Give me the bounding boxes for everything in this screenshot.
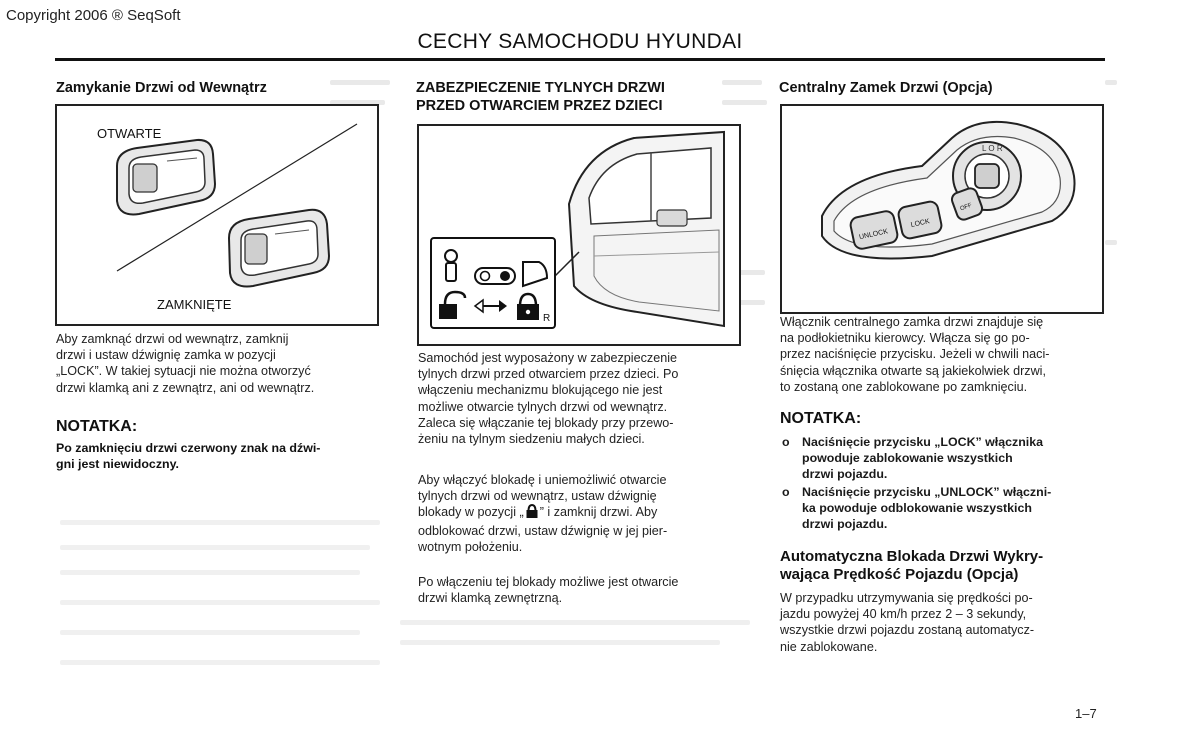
heading-line: ZABEZPIECZENIE TYLNYCH DRZWI (416, 80, 665, 96)
header-rule (55, 58, 1105, 61)
heading-line: wająca Prędkość Pojazdu (Opcja) (780, 566, 1019, 583)
child-lock-inset (431, 238, 555, 328)
text-line: włączeniu mechanizmu blokującego nie jest (418, 383, 663, 398)
lock-switch-icon (475, 268, 515, 284)
text-line: Samochód jest wyposażony w zabezpieczenie (418, 351, 678, 365)
label-r: R (543, 313, 551, 324)
paragraph-central-lock (780, 314, 1100, 395)
text-line: wszystkie drzwi pojazdu zostaną automatycz- (780, 623, 1035, 638)
text-line: gni jest niewidoczny. (56, 457, 180, 471)
text-line: Zaleca się włączanie tej blokady przy przewo- (418, 415, 674, 430)
copyright-notice: Copyright 2006 ® SeqSoft (6, 7, 181, 24)
list-item (780, 484, 1100, 532)
paragraph-auto-lock (780, 590, 1100, 655)
section-heading-central-lock: Centralny Zamek Drzwi (Opcja) (779, 80, 993, 96)
text-fragment: blokady w pozycji „ (418, 505, 524, 520)
text-line (418, 504, 736, 522)
note-title: NOTATKA: (780, 410, 862, 427)
text-line: jazdu powyżej 40 km/h przez 2 – 3 sekundy, (780, 607, 1027, 622)
text-fragment: ” i zamknij drzwi. Aby (539, 505, 658, 520)
note-title: NOTATKA: (56, 418, 138, 435)
section-heading-inside-locking: Zamykanie Drzwi od Wewnątrz (56, 80, 267, 96)
figure-child-safety-lock (417, 124, 741, 346)
paragraph-inside-locking (56, 331, 374, 396)
text-line: Włącznik centralnego zamka drzwi znajduje się (780, 315, 1044, 329)
text-line: ka powoduje odblokowanie wszystkich (802, 501, 1032, 515)
window-lock-button-label: OFF (959, 202, 973, 213)
text-line: tylnych drzwi od wewnątrz, ustaw dźwignię (418, 489, 657, 504)
text-line: powoduje zablokowanie wszystkich (802, 451, 1013, 465)
note-text (56, 440, 374, 472)
section-heading-child-lock (416, 79, 665, 115)
text-line: odblokować drzwi, ustaw dźwignię w jej pier- (418, 523, 668, 538)
text-line: „LOCK”. W takiej sytuacji nie można otworzyć (56, 364, 311, 379)
text-line: drzwi pojazdu. (802, 517, 888, 531)
heading-line: PRZED OTWARCIEM PRZEZ DZIECI (416, 98, 663, 114)
inline-lock-icon (526, 504, 538, 522)
bullet-marker: o (782, 485, 790, 499)
lock-button[interactable] (897, 200, 943, 240)
text-line: W przypadku utrzymywania się prędkości po- (780, 591, 1033, 605)
paragraph-child-lock-note (418, 574, 736, 606)
text-line: na podłokietniku kierowcy. Włącza się go po- (780, 331, 1030, 346)
bullet-marker: o (782, 435, 790, 449)
page-title: CECHY SAMOCHODU HYUNDAI (417, 30, 743, 53)
subheading-auto-lock (780, 548, 1043, 584)
text-line: nie zablokowane. (780, 639, 878, 654)
heading-line: Automatyczna Blokada Drzwi Wykry- (780, 548, 1044, 565)
text-line: przez naciśnięcie przycisku. Jeżeli w chwili naci- (780, 347, 1050, 362)
lock-button-label: LOCK (910, 218, 931, 229)
svg-text:L O R: L O R (982, 144, 1003, 153)
rear-door-illustration (569, 132, 724, 326)
label-locked: ZAMKNIĘTE (157, 297, 232, 312)
page-number: 1–7 (1075, 706, 1097, 721)
text-line: Po włączeniu tej blokady możliwe jest otwarcie (418, 575, 679, 589)
text-line: drzwi pojazdu. (802, 467, 888, 481)
text-line: wotnym położeniu. (418, 539, 523, 554)
figure-door-handle-lock (55, 104, 379, 326)
text-line: Po zamknięciu drzwi czerwony znak na dźwi- (56, 441, 321, 455)
label-open: OTWARTE (97, 126, 162, 141)
text-line: Aby zamknąć drzwi od wewnątrz, zamknij (56, 332, 289, 346)
figure-central-lock-switch (780, 104, 1104, 314)
text-line: drzwi i ustaw dźwignię zamka w pozycji (56, 348, 276, 363)
unlock-button-label: UNLOCK (858, 228, 889, 242)
paragraph-child-lock-intro (418, 350, 736, 447)
text-line: Aby włączyć blokadę i uniemożliwić otwarcie (418, 473, 667, 487)
text-line: możliwe otwarcie tylnych drzwi od wewnątrz. (418, 399, 668, 414)
note-bullet-list (780, 434, 1100, 534)
text-line: Naciśnięcie przycisku „LOCK” włącznika (802, 435, 1044, 449)
text-line: drzwi klamką zewnętrzną. (418, 591, 563, 606)
door-handle-open-icon (117, 140, 215, 215)
text-line: śnięcia włącznika otwarte są jakiekolwiek drzwi, (780, 363, 1046, 378)
text-line: to zostaną one zablokowane po zamknięciu. (780, 379, 1028, 394)
door-handle-locked-icon (229, 210, 329, 287)
paragraph-child-lock-howto (418, 472, 736, 555)
text-line: żeniu na tylnym siedzeniu małych dzieci. (418, 432, 645, 447)
list-item (780, 434, 1100, 482)
child-icon (445, 250, 457, 281)
text-line: Naciśnięcie przycisku „UNLOCK” włączni- (802, 485, 1052, 499)
text-line: drzwi klamką ani z zewnątrz, ani od wewnątrz. (56, 380, 315, 395)
text-line: tylnych drzwi przed otwarciem przez dzieci. Po (418, 367, 679, 382)
